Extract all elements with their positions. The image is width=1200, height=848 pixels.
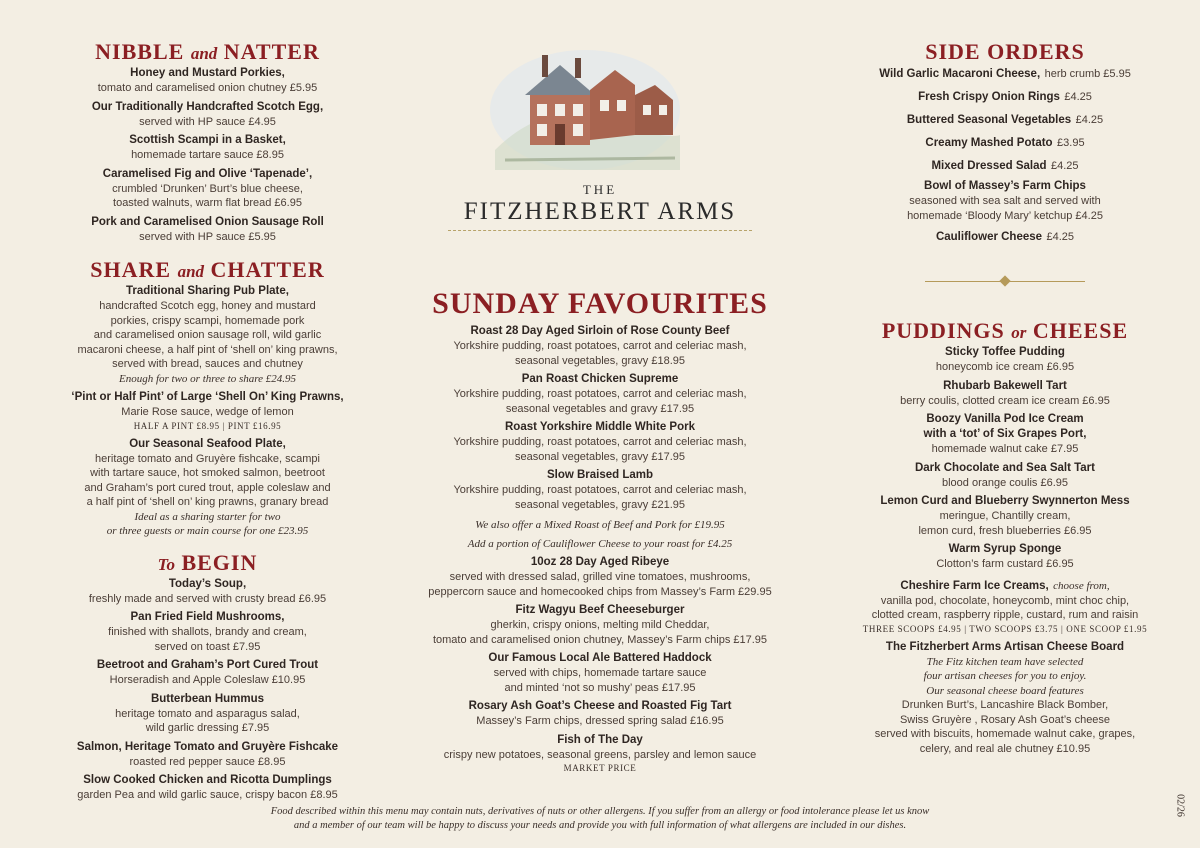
- menu-item: Slow Cooked Chicken and Ricotta Dumplings garden Pea and wild garlic sauce, crispy bacon £8.95: [77, 774, 338, 801]
- middle-column: [410, 0, 790, 779]
- allergen-footer: Food described within this menu may contain nuts, derivatives of nuts or other allergens. If you suffer from an allergy or food intolerance please let us know and a member of our team will be happy to discuss your needs and provide you with full information of what allergens are included in our dishes.: [270, 806, 930, 831]
- menu-item: Honey and Mustard Porkies, tomato and caramelised onion chutney £5.95: [97, 67, 318, 94]
- menu-item: Buttered Seasonal Vegetables £4.25: [906, 114, 1104, 126]
- menu-item: Bowl of Massey’s Farm Chips seasoned with sea salt and served with homemade ‘Bloody Mary’ ketchup £4.25: [907, 180, 1103, 222]
- menu-item: Our Famous Local Ale Battered Haddock served with chips, homemade tartare sauce and minted ‘not so mushy’ peas £17.95: [488, 652, 712, 694]
- share-title: SHARE and CHATTER: [90, 257, 325, 282]
- brand-the: THE: [582, 182, 618, 197]
- left-column: [30, 0, 385, 807]
- menu-item: Warm Syrup Sponge Clotton’s farm custard £6.95: [936, 543, 1074, 570]
- page-code: 02/26: [1174, 794, 1186, 817]
- cauliflower-note: Add a portion of Cauliflower Cheese to your roast for £4.25: [467, 537, 733, 550]
- menu-item: 10oz 28 Day Aged Ribeye served with dressed salad, grilled vine tomatoes, mushrooms, peppercorn sauce and homecooked chips from Massey’s Farm £29.95: [428, 556, 772, 598]
- sides-list: [830, 64, 1180, 245]
- sides-title: SIDE ORDERS: [925, 39, 1085, 64]
- nibble-title: NIBBLE and NATTER: [95, 39, 320, 64]
- menu-item: Butterbean Hummus heritage tomato and asparagus salad, wild garlic dressing £7.95: [115, 692, 300, 734]
- menu-item: Rhubarb Bakewell Tart berry coulis, clotted cream ice cream £6.95: [900, 379, 1110, 407]
- menu-item: ‘Pint or Half Pint’ of Large ‘Shell On’ King Prawns, Marie Rose sauce, wedge of lemon HALF A PINT £8.95 | PINT £16.95: [71, 391, 344, 431]
- roast-list: [410, 324, 790, 512]
- menu-item: Beetroot and Graham’s Port Cured Trout Horseradish and Apple Coleslaw £10.95: [96, 659, 319, 686]
- menu-item: Dark Chocolate and Sea Salt Tart blood orange coulis £6.95: [914, 461, 1095, 489]
- menu-item: Slow Braised Lamb Yorkshire pudding, roast potatoes, carrot and celeriac mash, seasonal vegetables, gravy £21.95: [453, 469, 747, 511]
- puddings-list: [830, 345, 1180, 756]
- market-price: MARKET PRICE: [563, 763, 637, 773]
- menu-item: The Fitzherbert Arms Artisan Cheese Board The Fitz kitchen team have selected four artisan cheeses for you to enjoy. Our seasonal cheese board features Drunken Burt’s, Lancashire Black Bomber, Swiss Gruyère , Rosary Ash Goat’s cheese served with biscuits, homemade walnut cake, grapes, celery, and real ale chutney £10.95: [874, 640, 1136, 755]
- ornament-divider: [925, 277, 1085, 287]
- menu-item: Fresh Crispy Onion Rings £4.25: [918, 91, 1092, 103]
- menu-item: Mixed Dressed Salad £4.25: [931, 160, 1079, 172]
- menu-item: Roast Yorkshire Middle White Pork Yorkshire pudding, roast potatoes, carrot and celeriac mash, seasonal vegetables, gravy £17.95: [453, 421, 747, 463]
- menu-item: Caramelised Fig and Olive ‘Tapenade’, crumbled ‘Drunken’ Burt’s blue cheese, toasted walnuts, warm flat bread £6.95: [102, 167, 313, 209]
- menu-item: Sticky Toffee Pudding honeycomb ice cream £6.95: [935, 346, 1075, 373]
- begin-list: [30, 577, 385, 803]
- menu-item: Our Traditionally Handcrafted Scotch Egg, served with HP sauce £4.95: [91, 100, 324, 128]
- menu-item: Cheshire Farm Ice Creams, choose from, vanilla pod, chocolate, honeycomb, mint choc chip, clotted cream, raspberry ripple, custard, rum and raisin THREE SCOOPS £4.95 | TWO SCOOPS £3.75 | ONE SCOOP £1.95: [862, 579, 1148, 634]
- mixed-roast-note: We also offer a Mixed Roast of Beef and Pork for £19.95: [475, 519, 725, 531]
- menu-item: Traditional Sharing Pub Plate, handcrafted Scotch egg, honey and mustard porkies, crispy scampi, homemade pork and caramelised onion sausage roll, wild garlic macaroni cheese, a half pint of ‘shell on’ king prawns, served with bread, sauces and chutney Enough for two or three to share £24.95: [77, 285, 338, 385]
- mains-list: [410, 555, 790, 775]
- menu-item: Fitz Wagyu Beef Cheeseburger gherkin, crispy onions, melting mild Cheddar, tomato and caramelised onion chutney, Massey’s Farm chips £17.95: [432, 604, 768, 646]
- menu-item: Salmon, Heritage Tomato and Gruyère Fishcake roasted red pepper sauce £8.95: [76, 740, 339, 768]
- menu-item: Scottish Scampi in a Basket, homemade tartare sauce £8.95: [129, 134, 286, 161]
- menu-item: Boozy Vanilla Pod Ice Cream with a ‘tot’ of Six Grapes Port, homemade walnut cake £7.95: [923, 413, 1087, 455]
- menu-item: Creamy Mashed Potato £3.95: [925, 137, 1085, 149]
- menu-item: Cauliflower Cheese £4.25: [935, 231, 1075, 243]
- menu-item: Lemon Curd and Blueberry Swynnerton Mess meringue, Chantilly cream, lemon curd, fresh blueberries £6.95: [880, 495, 1130, 537]
- menu-item: Our Seasonal Seafood Plate, heritage tomato and Gruyère fishcake, scampi with tartare sauce, hot smoked salmon, beetroot and Graham’s port cured trout, apple coleslaw and a half pint of ‘shell on’ king prawns, granary bread Ideal as a sharing starter for two or three guests or main course for one £23.95: [84, 437, 331, 537]
- brand-name: FITZHERBERT ARMS: [463, 198, 737, 225]
- menu-item: Rosary Ash Goat’s Cheese and Roasted Fig Tart Massey’s Farm chips, dressed spring salad £16.95: [468, 700, 732, 727]
- menu-item: Pan Fried Field Mushrooms, finished with shallots, brandy and cream, served on toast £7.95: [108, 611, 307, 653]
- nibble-list: [30, 66, 385, 244]
- puddings-title: PUDDINGS or CHEESE: [881, 318, 1129, 343]
- menu-item: Today’s Soup, freshly made and served with crusty bread £6.95: [88, 577, 327, 605]
- menu-item: Fish of The Day crispy new potatoes, seasonal greens, parsley and lemon sauce MARKET PRICE: [410, 733, 790, 776]
- sunday-title: SUNDAY FAVOURITES: [432, 287, 768, 320]
- menu-item: Roast 28 Day Aged Sirloin of Rose County Beef Yorkshire pudding, roast potatoes, carrot and celeriac mash, seasonal vegetables, gravy £18.95: [453, 325, 747, 367]
- begin-title: To BEGIN: [157, 549, 258, 575]
- right-column: [830, 0, 1180, 760]
- menu-item: Pork and Caramelised Onion Sausage Roll served with HP sauce £5.95: [91, 215, 324, 243]
- menu-item: Pan Roast Chicken Supreme Yorkshire pudding, roast potatoes, carrot and celeriac mash, seasonal vegetables and gravy £17.95: [453, 373, 747, 415]
- menu-item: Wild Garlic Macaroni Cheese, herb crumb £5.95: [879, 68, 1131, 80]
